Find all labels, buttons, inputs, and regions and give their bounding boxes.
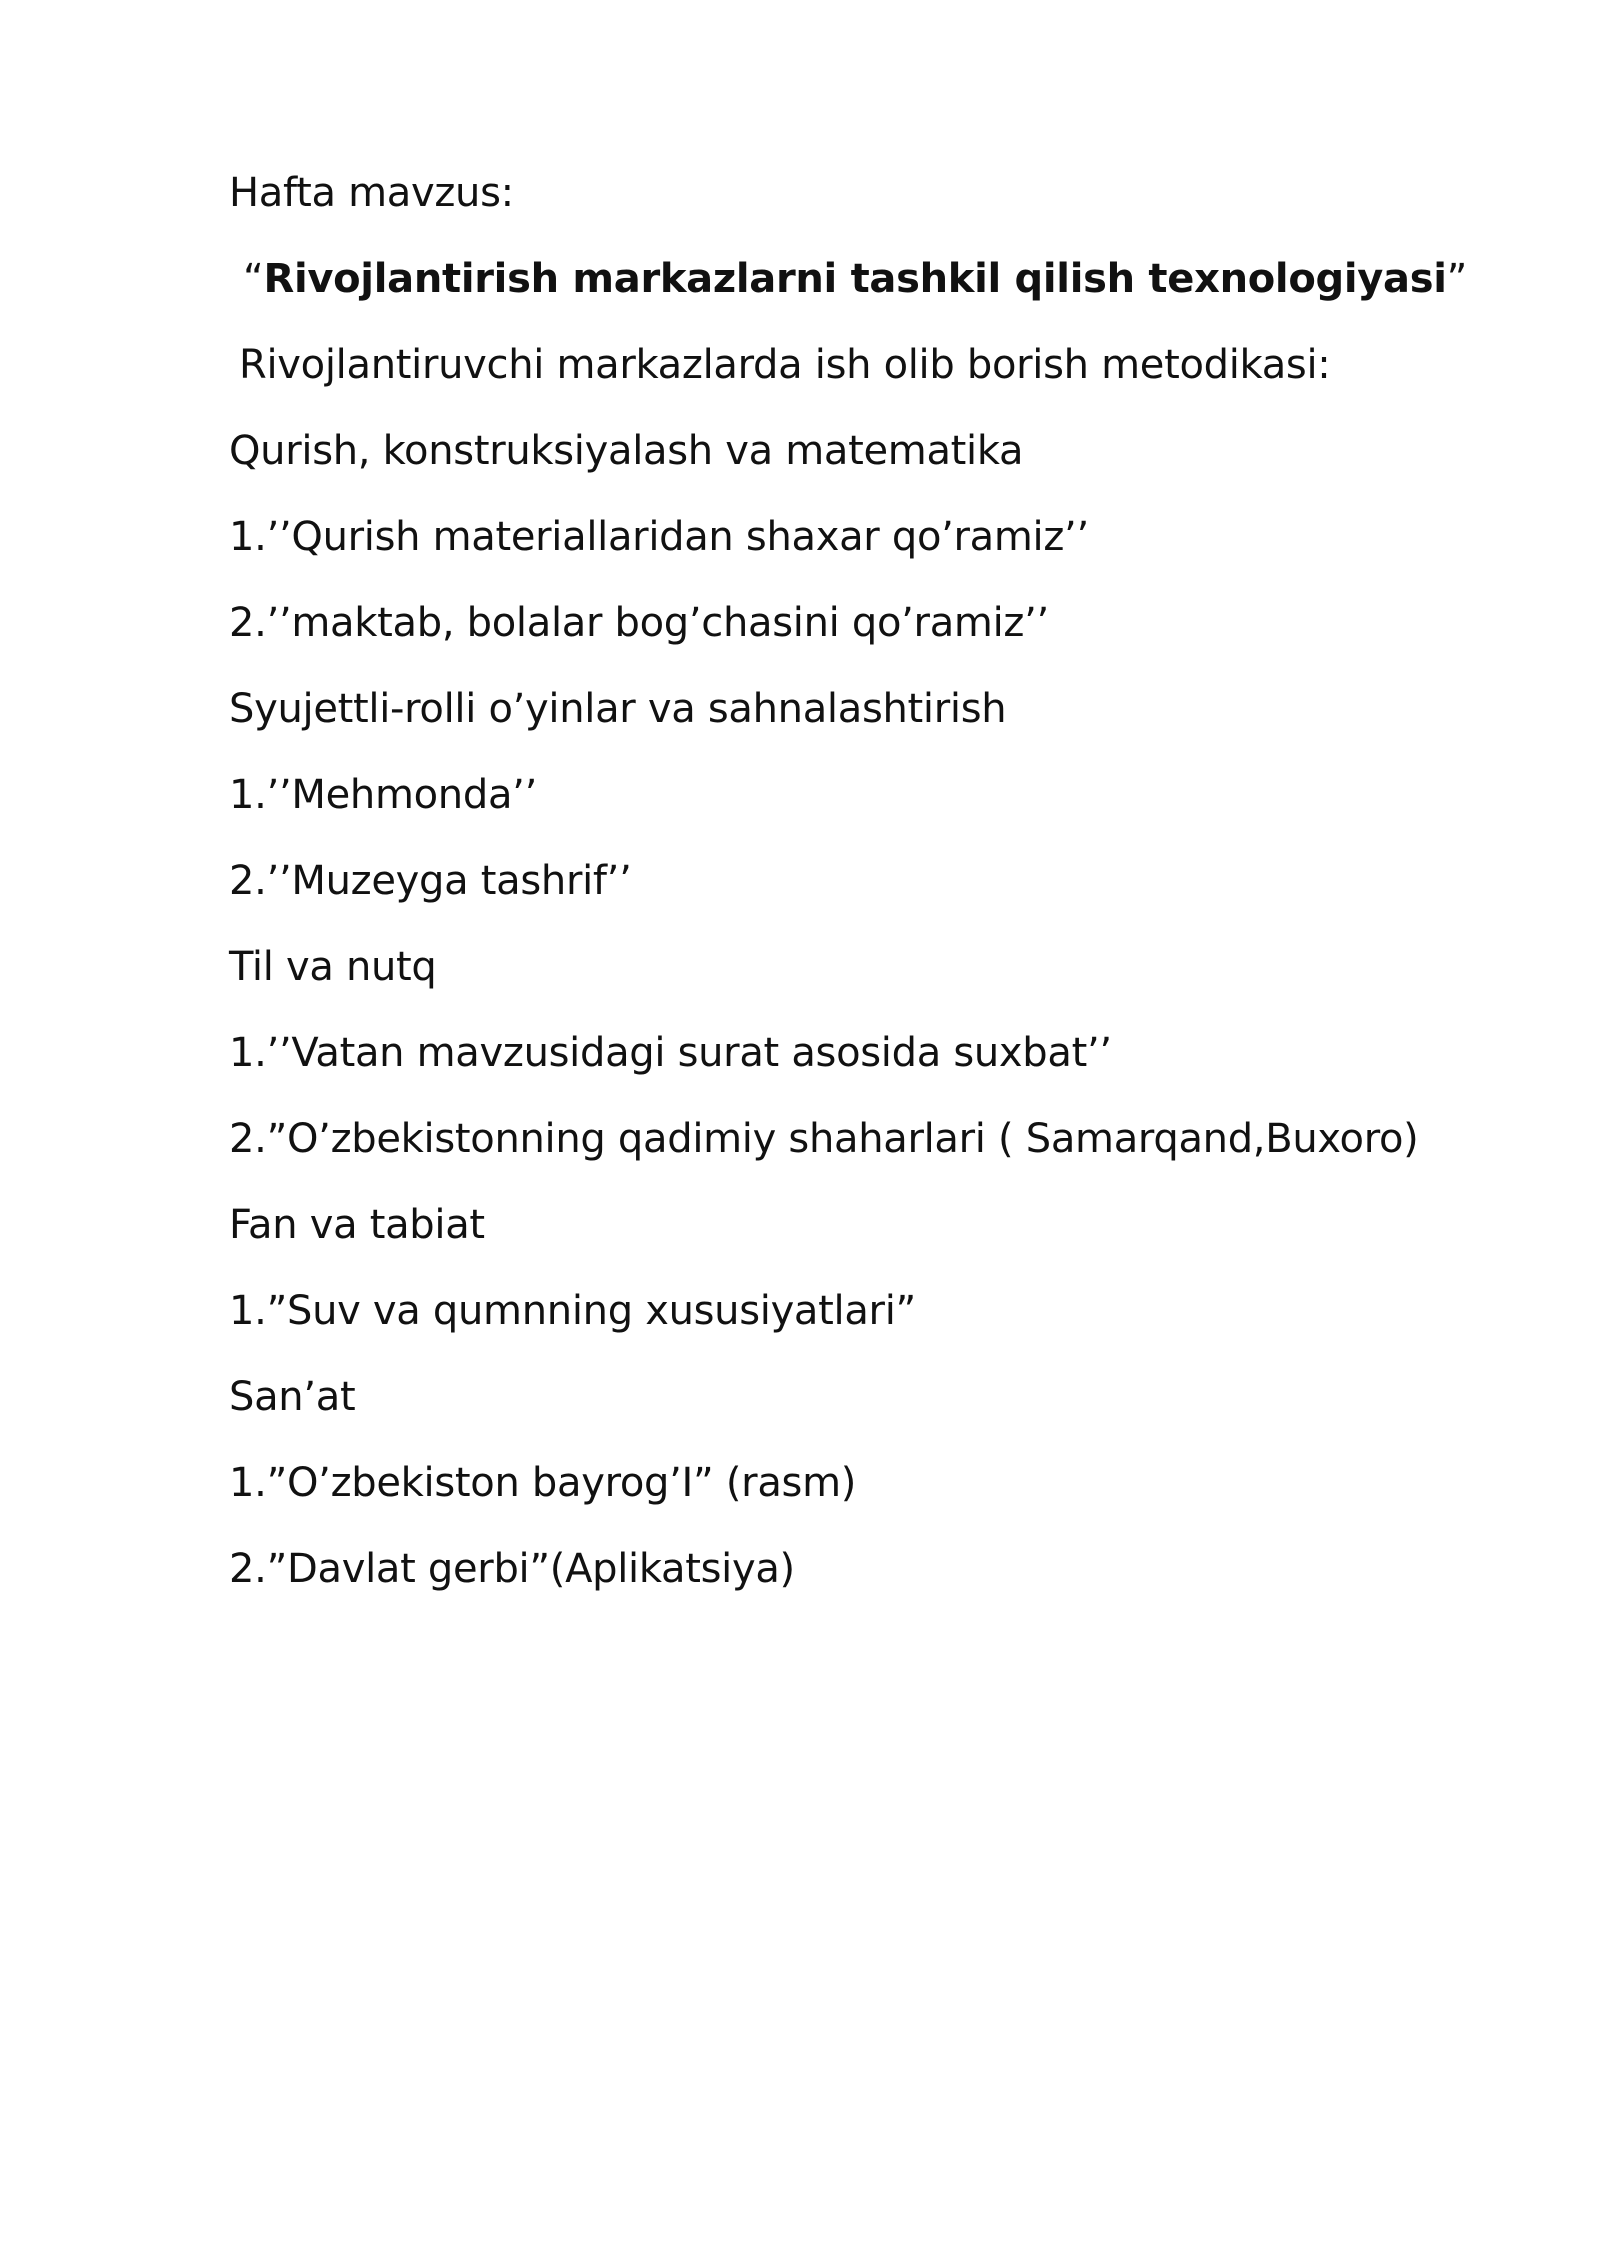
methodology-heading: Rivojlantiruvchi markazlarda ish olib borish metodikasi: xyxy=(239,342,1331,388)
section-science-nature: Fan va tabiat xyxy=(229,1202,485,1248)
list-item: 1.’’Qurish materiallaridan shaxar qo’ramiz’’ xyxy=(229,514,1089,560)
list-item: 1.’’Mehmonda’’ xyxy=(229,772,537,818)
title-open-quote: “ xyxy=(243,256,264,302)
list-item: 2.”O’zbekistonning qadimiy shaharlari ( Samarqand,Buxoro) xyxy=(229,1116,1419,1162)
list-item: 1.”O’zbekiston bayrog’I” (rasm) xyxy=(229,1460,857,1506)
week-topic-label: Hafta mavzus: xyxy=(229,170,514,216)
list-item: 2.”Davlat gerbi”(Aplikatsiya) xyxy=(229,1546,795,1592)
document-content xyxy=(229,150,1489,1612)
title-text: Rivojlantirish markazlarni tashkil qilish texnologiyasi xyxy=(263,256,1447,302)
document-title xyxy=(229,236,1489,322)
list-item: 2.’’maktab, bolalar bog’chasini qo’ramiz’’ xyxy=(229,600,1049,646)
title-close-quote: ” xyxy=(1446,256,1468,302)
section-language-speech: Til va nutq xyxy=(229,944,437,990)
list-item: 1.”Suv va qumnning xususiyatlari” xyxy=(229,1288,916,1334)
section-art: San’at xyxy=(229,1374,356,1420)
list-item: 1.’’Vatan mavzusidagi surat asosida suxbat’’ xyxy=(229,1030,1112,1076)
section-role-play: Syujettli-rolli o’yinlar va sahnalashtirish xyxy=(229,686,1007,732)
list-item: 2.’’Muzeyga tashrif’’ xyxy=(229,858,632,904)
section-construction-math: Qurish, konstruksiyalash va matematika xyxy=(229,428,1024,474)
